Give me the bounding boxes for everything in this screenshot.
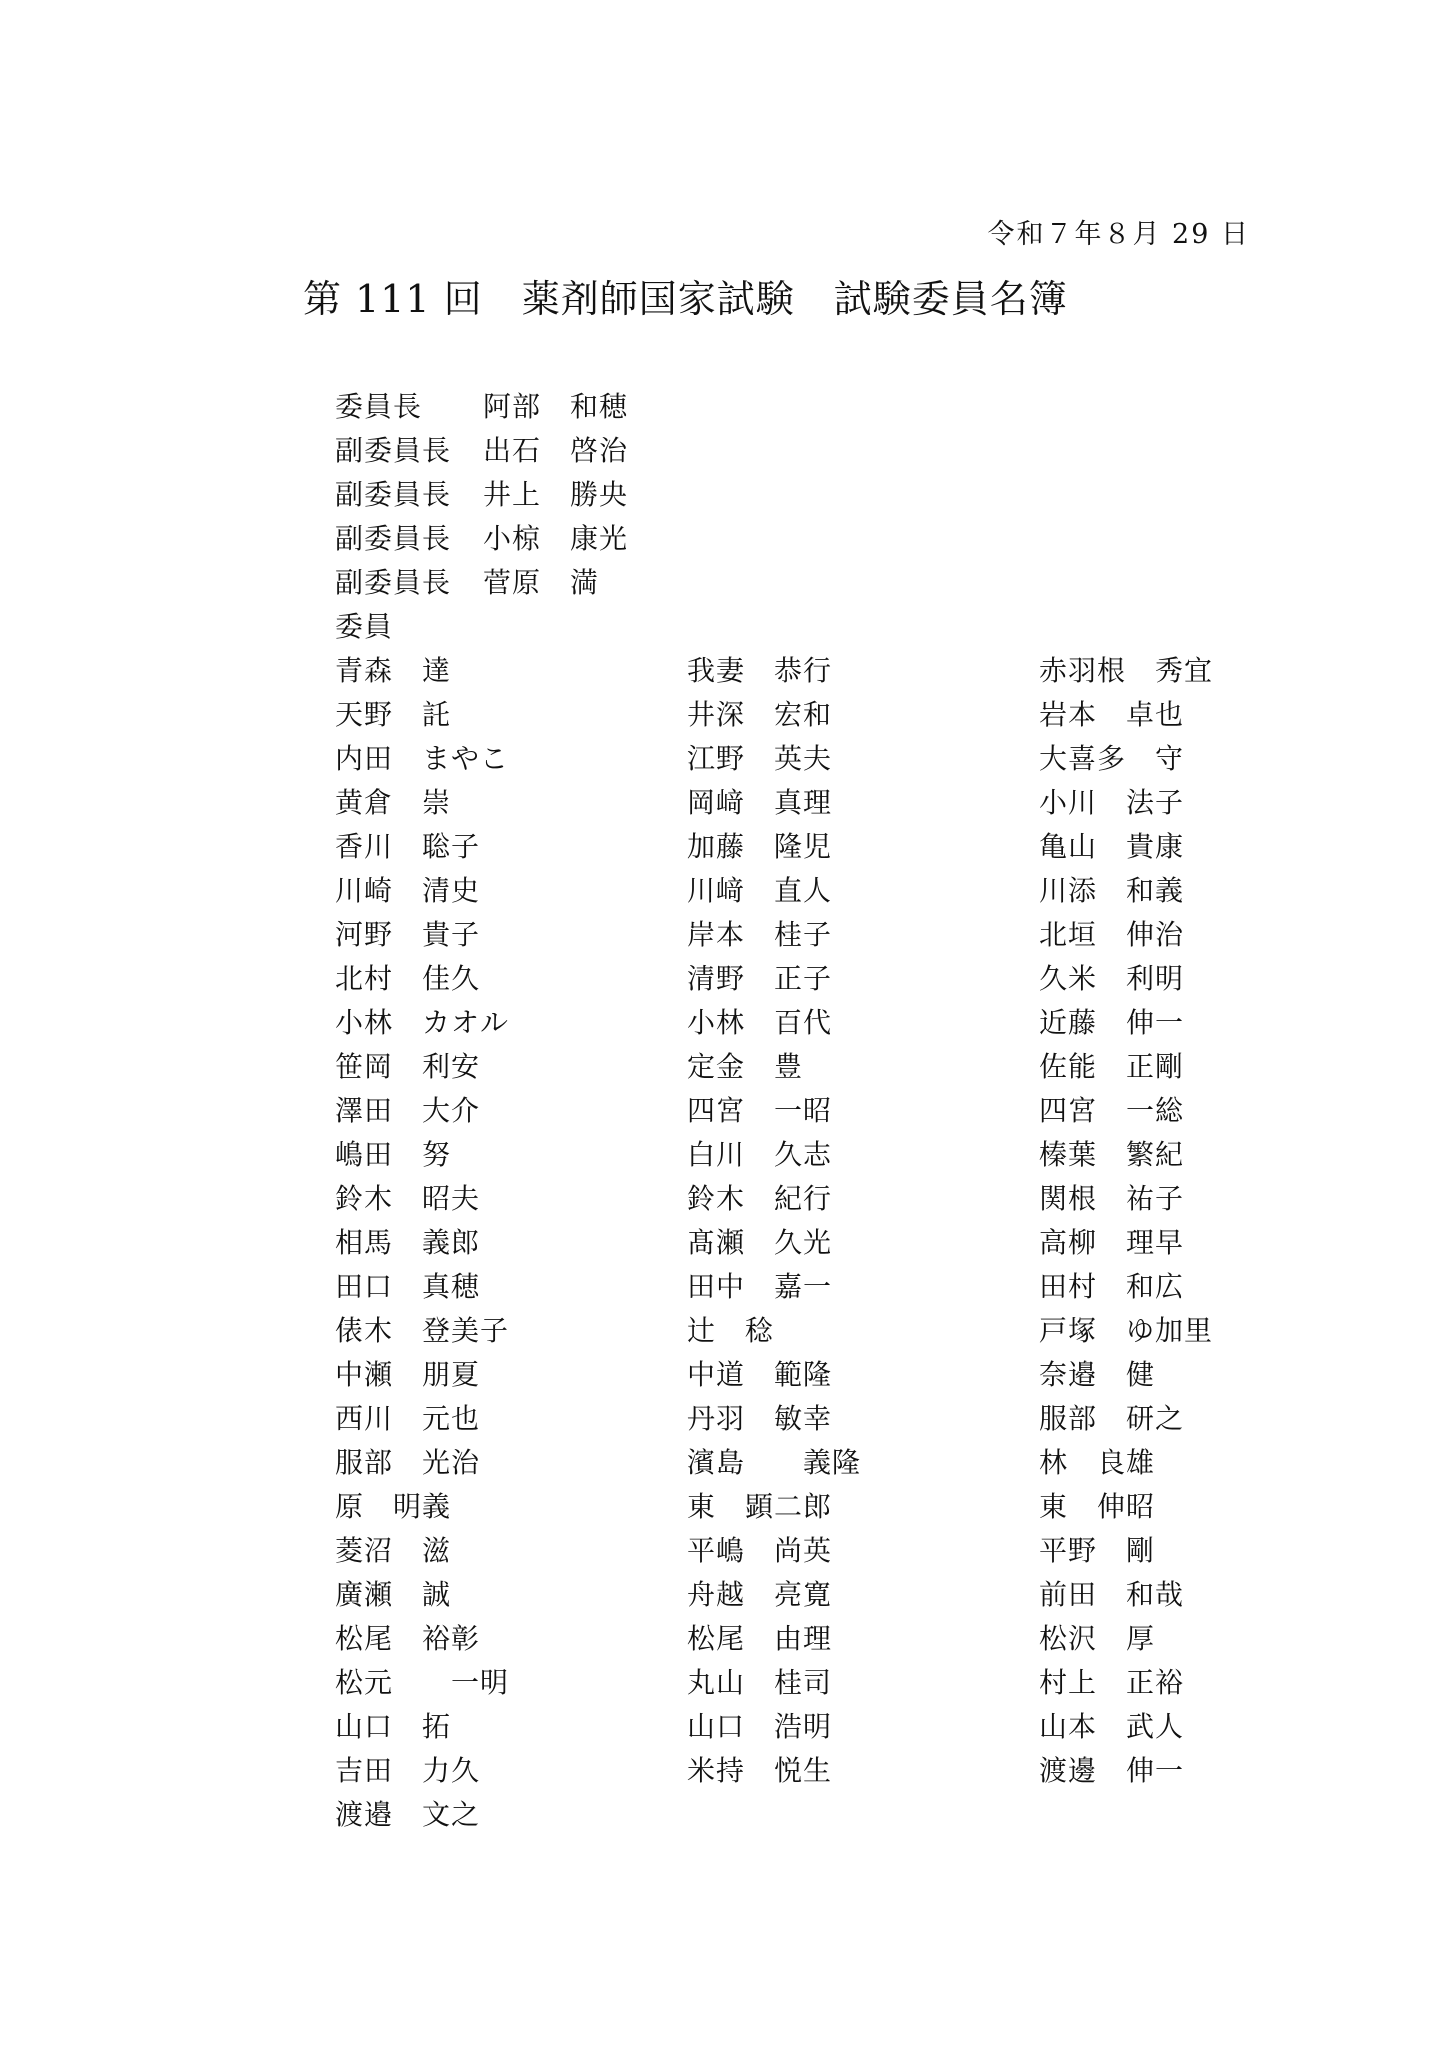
member-name: 東 伸昭: [1039, 1490, 1156, 1523]
member-name: 松沢 厚: [1039, 1622, 1156, 1655]
member-name: 赤羽根 秀宜: [1039, 654, 1214, 687]
member-name: 我妻 恭行: [687, 654, 833, 687]
member-name: 鈴木 昭夫: [335, 1182, 481, 1215]
member-name: 井深 宏和: [687, 698, 833, 731]
member-row: [335, 1133, 1235, 1177]
member-name: 嶋田 努: [335, 1138, 452, 1171]
member-row: [335, 737, 1235, 781]
member-row: [335, 1353, 1235, 1397]
member-name: 服部 光治: [335, 1446, 481, 1479]
member-name: 鈴木 紀行: [687, 1182, 833, 1215]
member-row: [335, 1265, 1235, 1309]
member-name: 近藤 伸一: [1039, 1006, 1185, 1039]
member-name: 廣瀬 誠: [335, 1578, 452, 1611]
member-name: 小川 法子: [1039, 786, 1185, 819]
member-name: 丹羽 敏幸: [687, 1402, 833, 1435]
officer-name: 菅原 満: [483, 566, 600, 599]
officer-name: 出石 啓治: [483, 434, 629, 467]
member-name: 小林 百代: [687, 1006, 833, 1039]
member-name: 東 顕二郎: [687, 1490, 833, 1523]
member-name: 加藤 隆児: [687, 830, 833, 863]
member-name: 四宮 一昭: [687, 1094, 833, 1127]
member-row: [335, 781, 1235, 825]
member-name: 澤田 大介: [335, 1094, 481, 1127]
member-name: 山口 浩明: [687, 1710, 833, 1743]
member-name: 戸塚 ゆ加里: [1039, 1314, 1214, 1347]
officers-list: [335, 385, 628, 605]
member-name: 定金 豊: [687, 1050, 804, 1083]
officer-row: [335, 561, 628, 605]
member-name: 林 良雄: [1039, 1446, 1156, 1479]
member-row: [335, 1485, 1235, 1529]
member-name: 北垣 伸治: [1039, 918, 1185, 951]
member-row: [335, 957, 1235, 1001]
member-name: 平嶋 尚英: [687, 1534, 833, 1567]
member-name: 笹岡 利安: [335, 1050, 481, 1083]
member-row: [335, 913, 1235, 957]
member-name: 松元 一明: [335, 1666, 510, 1699]
member-name: 川崎 清史: [335, 874, 481, 907]
member-row: [335, 825, 1235, 869]
member-name: 前田 和哉: [1039, 1578, 1185, 1611]
officer-role: 委員長: [335, 390, 423, 423]
officer-row: [335, 517, 628, 561]
member-name: 吉田 力久: [335, 1754, 481, 1787]
officer-row: [335, 429, 628, 473]
member-row: [335, 1705, 1235, 1749]
member-name: 田村 和広: [1039, 1270, 1185, 1303]
member-row: [335, 1529, 1235, 1573]
member-name: 原 明義: [335, 1490, 452, 1523]
officer-name: 阿部 和穂: [483, 390, 629, 423]
member-name: 服部 研之: [1039, 1402, 1185, 1435]
officer-role: 副委員長: [335, 566, 452, 599]
member-row: [335, 1661, 1235, 1705]
member-row: [335, 1045, 1235, 1089]
member-name: 渡邊 伸一: [1039, 1754, 1185, 1787]
member-row: [335, 1221, 1235, 1265]
member-name: 濱島 義隆: [687, 1446, 862, 1479]
member-name: 辻 稔: [687, 1314, 775, 1347]
officer-row: [335, 473, 628, 517]
member-name: 髙瀬 久光: [687, 1226, 833, 1259]
officer-row: [335, 385, 628, 429]
member-name: 奈邉 健: [1039, 1358, 1156, 1391]
member-name: 中道 範隆: [687, 1358, 833, 1391]
member-name: 黄倉 崇: [335, 786, 452, 819]
member-name: 俵木 登美子: [335, 1314, 510, 1347]
member-name: 四宮 一総: [1039, 1094, 1185, 1127]
member-row: [335, 693, 1235, 737]
member-name: 渡邉 文之: [335, 1798, 481, 1831]
member-name: 青森 達: [335, 654, 452, 687]
member-name: 大喜多 守: [1039, 742, 1185, 775]
member-name: 清野 正子: [687, 962, 833, 995]
member-row: [335, 1441, 1235, 1485]
member-row: [335, 1089, 1235, 1133]
member-name: 山本 武人: [1039, 1710, 1185, 1743]
member-name: 江野 英夫: [687, 742, 833, 775]
member-name: 高柳 理早: [1039, 1226, 1185, 1259]
member-name: 佐能 正剛: [1039, 1050, 1185, 1083]
member-name: 天野 託: [335, 698, 452, 731]
members-label: 委員: [335, 610, 394, 643]
member-name: 川﨑 直人: [687, 874, 833, 907]
officer-role: 副委員長: [335, 434, 452, 467]
member-name: 田口 真穂: [335, 1270, 481, 1303]
member-row: [335, 1309, 1235, 1353]
member-row: [335, 1793, 1235, 1837]
member-name: 岩本 卓也: [1039, 698, 1185, 731]
member-name: 西川 元也: [335, 1402, 481, 1435]
document-title: 第 111 回 薬剤師国家試験 試験委員名簿: [303, 277, 1068, 321]
member-name: 田中 嘉一: [687, 1270, 833, 1303]
officer-name: 小椋 康光: [483, 522, 629, 555]
member-name: 米持 悦生: [687, 1754, 833, 1787]
member-name: 亀山 貴康: [1039, 830, 1185, 863]
member-row: [335, 869, 1235, 913]
member-name: 山口 拓: [335, 1710, 452, 1743]
member-name: 松尾 由理: [687, 1622, 833, 1655]
member-name: 丸山 桂司: [687, 1666, 833, 1699]
member-name: 久米 利明: [1039, 962, 1185, 995]
member-name: 白川 久志: [687, 1138, 833, 1171]
member-name: 平野 剛: [1039, 1534, 1156, 1567]
member-name: 内田 まやこ: [335, 742, 510, 775]
member-row: [335, 1573, 1235, 1617]
member-name: 相馬 義郎: [335, 1226, 481, 1259]
member-name: 菱沼 滋: [335, 1534, 452, 1567]
member-row: [335, 1177, 1235, 1221]
member-name: 村上 正裕: [1039, 1666, 1185, 1699]
member-row: [335, 1397, 1235, 1441]
member-name: 関根 祐子: [1039, 1182, 1185, 1215]
member-row: [335, 1749, 1235, 1793]
document-date: 令和７年８月 29 日: [987, 219, 1250, 250]
member-name: 岡﨑 真理: [687, 786, 833, 819]
member-name: 小林 カオル: [335, 1006, 510, 1039]
officer-role: 副委員長: [335, 478, 452, 511]
member-name: 川添 和義: [1039, 874, 1185, 907]
officer-name: 井上 勝央: [483, 478, 629, 511]
members-list: [335, 649, 1235, 1837]
member-name: 榛葉 繁紀: [1039, 1138, 1185, 1171]
member-name: 河野 貴子: [335, 918, 481, 951]
member-row: [335, 1001, 1235, 1045]
member-name: 舟越 亮寛: [687, 1578, 833, 1611]
member-name: 松尾 裕彰: [335, 1622, 481, 1655]
officer-role: 副委員長: [335, 522, 452, 555]
member-name: 北村 佳久: [335, 962, 481, 995]
member-name: 香川 聡子: [335, 830, 481, 863]
member-name: 岸本 桂子: [687, 918, 833, 951]
member-row: [335, 1617, 1235, 1661]
member-row: [335, 649, 1235, 693]
member-name: 中瀬 朋夏: [335, 1358, 481, 1391]
